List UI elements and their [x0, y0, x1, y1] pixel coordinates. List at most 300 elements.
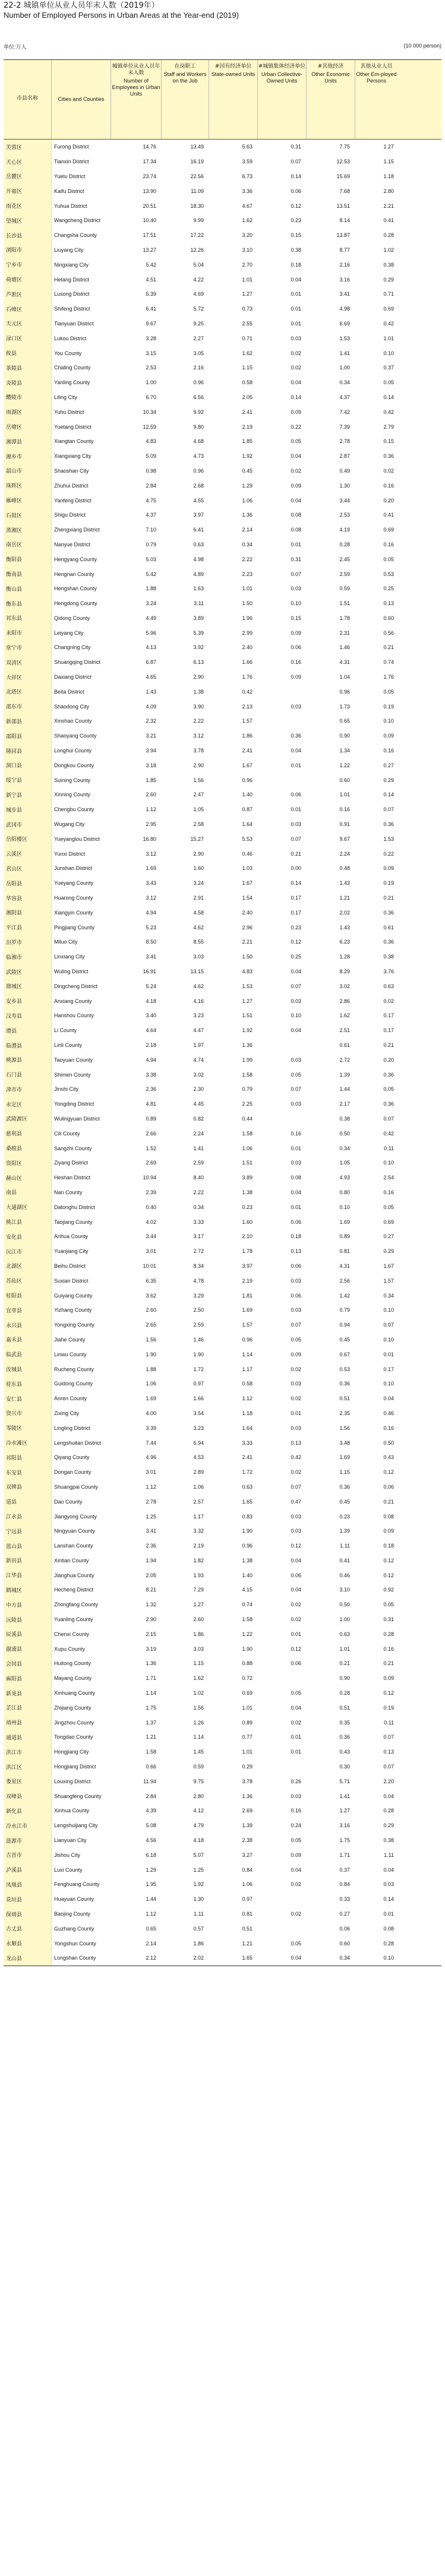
other-economic-value: 2.59 — [339, 571, 350, 577]
other-employed-value: 0.15 — [383, 438, 394, 445]
table-row — [4, 1214, 441, 1229]
collective-value: 0.10 — [291, 600, 301, 607]
state-owned-value: 2.25 — [242, 1101, 253, 1107]
staff-value: 1.63 — [193, 586, 204, 592]
city-name-zh: 溆浦县 — [4, 1641, 51, 1656]
state-owned-value: 2.96 — [242, 924, 253, 931]
table-row — [4, 567, 441, 581]
city-name-en: Huarong County — [51, 891, 111, 906]
city-name-zh: 长沙县 — [4, 228, 51, 243]
other-economic-value: 1.56 — [339, 1425, 350, 1431]
other-economic-value: 12.53 — [336, 159, 350, 165]
table-row — [4, 1391, 441, 1406]
other-economic-value: 1.78 — [339, 615, 350, 621]
city-name-en: Linwu County — [51, 1347, 111, 1362]
city-name-en: Yuhua District — [51, 198, 111, 213]
collective-value: 0.03 — [291, 1277, 301, 1284]
other-employed-value: 0.36 — [383, 909, 394, 916]
other-employed-value: 1.76 — [383, 674, 394, 681]
state-owned-value: 1.86 — [242, 733, 253, 739]
table-row — [4, 1803, 441, 1818]
other-employed-value: 2.80 — [383, 188, 394, 194]
collective-value: 0.07 — [291, 571, 301, 577]
other-employed-value: 0.50 — [383, 1439, 394, 1446]
collective-value: 0.03 — [291, 586, 301, 592]
employees-value: 5.42 — [146, 571, 156, 577]
employees-value: 1.12 — [146, 1911, 156, 1917]
table-row — [4, 404, 441, 419]
unit-label-english: (10 000 person) — [403, 43, 441, 49]
employees-value: 1.69 — [146, 1395, 156, 1402]
collective-value: 0.05 — [291, 1690, 301, 1697]
employees-value: 3.40 — [146, 1012, 156, 1019]
table-row — [4, 1082, 441, 1097]
employees-value: 1.56 — [146, 1336, 156, 1343]
staff-value: 2.59 — [193, 1160, 204, 1166]
staff-value: 1.86 — [193, 1631, 204, 1637]
city-name-zh: 君山区 — [4, 861, 51, 876]
employees-value: 10.94 — [143, 1175, 156, 1181]
staff-value: 22.56 — [190, 173, 204, 179]
collective-value: 0.17 — [291, 895, 301, 901]
employees-value: 10.34 — [143, 409, 156, 415]
table-row — [4, 1465, 441, 1480]
state-owned-value: 0.73 — [242, 306, 253, 312]
table-row — [4, 1170, 441, 1185]
table-row — [4, 1318, 441, 1333]
table-row — [4, 1023, 441, 1038]
staff-value: 3.03 — [193, 954, 204, 960]
collective-value: 0.23 — [291, 217, 301, 224]
other-economic-value: 4.93 — [339, 1175, 350, 1181]
city-name-en: Li County — [51, 1023, 111, 1038]
state-owned-value: 1.58 — [242, 1130, 253, 1137]
staff-value: 4.78 — [193, 1277, 204, 1284]
state-owned-value: 1.01 — [242, 276, 253, 283]
employees-value: 5.03 — [146, 556, 156, 562]
employees-value: 2.84 — [146, 1793, 156, 1799]
staff-value: 3.33 — [193, 1219, 204, 1225]
staff-value: 4.68 — [193, 438, 204, 445]
collective-value: 0.02 — [291, 1366, 301, 1372]
table-row — [4, 1333, 441, 1347]
city-name-en: Jiahe County — [51, 1333, 111, 1347]
city-name-en: Beihu District — [51, 1259, 111, 1274]
state-owned-value: 1.40 — [242, 792, 253, 798]
other-economic-value: 0.46 — [339, 1572, 350, 1578]
collective-value: 0.14 — [291, 880, 301, 887]
employees-value: 7.10 — [146, 527, 156, 533]
other-employed-value: 1.01 — [383, 335, 394, 341]
staff-value: 2.30 — [193, 1086, 204, 1093]
city-name-zh: 中方县 — [4, 1597, 51, 1612]
collective-value: 0.01 — [291, 541, 301, 548]
city-name-zh: 会同县 — [4, 1656, 51, 1671]
table-row — [4, 257, 441, 272]
employees-value: 2.36 — [146, 1543, 156, 1549]
table-row — [4, 1833, 441, 1848]
other-employed-value: 0.18 — [383, 1543, 394, 1549]
other-employed-value: 0.14 — [383, 1896, 394, 1903]
employees-value: 2.36 — [146, 1086, 156, 1093]
employees-value: 3.15 — [146, 350, 156, 356]
city-name-en: Anxiang County — [51, 993, 111, 1008]
collective-value: 0.04 — [291, 1866, 301, 1873]
city-name-en: Guidong County — [51, 1376, 111, 1391]
employees-value: 2.95 — [146, 821, 156, 828]
employees-value: 1.58 — [146, 1749, 156, 1755]
city-name-zh: 安仁县 — [4, 1391, 51, 1406]
table-row — [4, 684, 441, 699]
state-owned-value: 0.51 — [242, 1925, 253, 1932]
city-name-zh: 祁阳县 — [4, 1450, 51, 1465]
city-name-zh: 醴陵市 — [4, 390, 51, 405]
table-row — [4, 1038, 441, 1053]
other-economic-value: 13.51 — [336, 202, 350, 209]
other-economic-value: 0.61 — [339, 1042, 350, 1048]
collective-value: 0.04 — [291, 1027, 301, 1034]
table-row — [4, 523, 441, 537]
other-economic-value: 1.01 — [339, 1645, 350, 1652]
city-name-zh: 临武县 — [4, 1347, 51, 1362]
collective-value: 0.06 — [291, 188, 301, 194]
other-employed-value: 0.14 — [383, 792, 394, 798]
city-name-en: Xinhua County — [51, 1803, 111, 1818]
other-employed-value: 1.27 — [383, 144, 394, 150]
city-name-en: Suining County — [51, 773, 111, 787]
state-owned-value: 0.42 — [242, 688, 253, 695]
state-owned-value: 1.64 — [242, 821, 253, 828]
city-name-zh: 永兴县 — [4, 1318, 51, 1333]
employees-value: 6.18 — [146, 1852, 156, 1858]
other-employed-value: 2.20 — [383, 1778, 394, 1784]
city-name-en: Tianyuan District — [51, 317, 111, 331]
table-row — [4, 1112, 441, 1126]
other-economic-value: 0.90 — [339, 1675, 350, 1682]
other-economic-value: 0.81 — [339, 1248, 350, 1255]
other-economic-value: 1.27 — [339, 1808, 350, 1814]
employees-value: 1.44 — [146, 1896, 156, 1903]
table-row — [4, 272, 441, 287]
table-row — [4, 419, 441, 434]
table-row — [4, 1862, 441, 1877]
city-name-en: Leiyang City — [51, 625, 111, 640]
other-economic-value: 0.94 — [339, 1322, 350, 1328]
employees-value: 1.29 — [146, 1866, 156, 1873]
staff-value: 1.38 — [193, 688, 204, 695]
table-row — [4, 1200, 441, 1214]
table-row — [4, 596, 441, 611]
table-row — [4, 581, 441, 596]
city-name-zh: 江华县 — [4, 1568, 51, 1583]
other-employed-value: 3.76 — [383, 969, 394, 975]
city-name-en: Louxing District — [51, 1774, 111, 1789]
city-name-en: Liuyang City — [51, 243, 111, 258]
state-owned-value: 1.69 — [242, 1307, 253, 1314]
city-name-zh: 新晃县 — [4, 1686, 51, 1701]
collective-value: 0.03 — [291, 1160, 301, 1166]
other-economic-value: 1.73 — [339, 703, 350, 710]
staff-value: 6.41 — [193, 527, 204, 533]
state-owned-value: 1.27 — [242, 998, 253, 1004]
other-employed-value: 0.42 — [383, 320, 394, 327]
table-row — [4, 1568, 441, 1583]
city-name-zh: 桂阳县 — [4, 1288, 51, 1303]
employees-value: 3.19 — [146, 1645, 156, 1652]
employees-value: 3.28 — [146, 335, 156, 341]
city-name-zh: 津市市 — [4, 1082, 51, 1097]
city-name-en: Wuling District — [51, 964, 111, 979]
table-row — [4, 331, 441, 346]
collective-value: 0.04 — [291, 497, 301, 504]
state-owned-value: 1.54 — [242, 895, 253, 901]
staff-value: 1.15 — [193, 1660, 204, 1667]
city-name-zh: 桃江县 — [4, 1214, 51, 1229]
other-economic-value: 2.87 — [339, 453, 350, 460]
staff-value: 1.92 — [193, 1881, 204, 1888]
other-economic-value: 2.72 — [339, 1056, 350, 1063]
table-row — [4, 1583, 441, 1597]
table-row — [4, 1730, 441, 1745]
collective-value: 0.03 — [291, 1425, 301, 1431]
collective-value: 0.09 — [291, 1351, 301, 1357]
other-employed-value: 0.07 — [383, 806, 394, 813]
staff-value: 2.22 — [193, 1189, 204, 1195]
collective-value: 0.01 — [291, 1410, 301, 1416]
staff-value: 3.54 — [193, 1410, 204, 1416]
employees-value: 6.70 — [146, 394, 156, 400]
table-row — [4, 670, 441, 685]
city-name-en: You County — [51, 346, 111, 360]
city-name-zh: 湘潭县 — [4, 434, 51, 449]
staff-value: 0.57 — [193, 1925, 204, 1932]
staff-value: 4.22 — [193, 276, 204, 283]
other-economic-value: 0.60 — [339, 777, 350, 783]
other-employed-value: 0.17 — [383, 1012, 394, 1019]
collective-value: 0.08 — [291, 527, 301, 533]
collective-value: 0.03 — [291, 703, 301, 710]
other-employed-value: 2.79 — [383, 423, 394, 430]
state-owned-value: 2.40 — [242, 644, 253, 651]
staff-value: 3.90 — [193, 703, 204, 710]
other-economic-value: 0.28 — [339, 1690, 350, 1697]
staff-value: 2.72 — [193, 1248, 204, 1255]
staff-value: 1.17 — [193, 1513, 204, 1520]
collective-value: 0.02 — [291, 1616, 301, 1623]
employees-value: 6.35 — [146, 1277, 156, 1284]
state-owned-value: 1.01 — [242, 1704, 253, 1711]
other-economic-value: 2.31 — [339, 629, 350, 636]
other-employed-value: 0.37 — [383, 365, 394, 371]
city-name-en: Yanling County — [51, 375, 111, 390]
employees-value: 10.01 — [143, 1262, 156, 1269]
staff-value: 4.55 — [193, 497, 204, 504]
collective-value: 0.14 — [291, 173, 301, 179]
staff-value: 2.68 — [193, 482, 204, 489]
collective-value: 0.04 — [291, 276, 301, 283]
other-employed-value: 2.21 — [383, 202, 394, 209]
city-name-en: Jingzhou County — [51, 1715, 111, 1730]
collective-value: 0.06 — [291, 1572, 301, 1578]
other-economic-value: 1.41 — [339, 350, 350, 356]
city-name-en: Liling City — [51, 390, 111, 405]
staff-value: 3.97 — [193, 512, 204, 518]
employees-value: 23.74 — [143, 173, 156, 179]
other-employed-value: 0.28 — [383, 1940, 394, 1947]
other-economic-value: 1.42 — [339, 1292, 350, 1299]
collective-value: 0.03 — [291, 1307, 301, 1314]
other-economic-value: 2.53 — [339, 512, 350, 518]
collective-value: 0.06 — [291, 1219, 301, 1225]
collective-value: 0.02 — [291, 1881, 301, 1888]
other-employed-value: 0.07 — [383, 1322, 394, 1328]
city-name-en: Xinshao County — [51, 714, 111, 729]
collective-value: 0.05 — [291, 1071, 301, 1078]
table-row — [4, 1626, 441, 1641]
city-name-zh: 赫山区 — [4, 1170, 51, 1185]
table-row — [4, 213, 441, 228]
staff-value: 2.24 — [193, 1130, 204, 1137]
other-employed-value: 0.34 — [383, 1292, 394, 1299]
employees-value: 3.21 — [146, 733, 156, 739]
employees-value: 3.18 — [146, 762, 156, 768]
city-name-zh: 云溪区 — [4, 846, 51, 861]
collective-value: 0.16 — [291, 1130, 301, 1137]
city-name-zh: 永顺县 — [4, 1936, 51, 1951]
state-owned-value: 1.58 — [242, 1071, 253, 1078]
other-employed-value: 0.53 — [383, 571, 394, 577]
header-collective: #城镇集体经济单位 Urban Collective-Owned Units — [257, 60, 306, 139]
collective-value: 0.09 — [291, 482, 301, 489]
city-name-en: Shuangqing District — [51, 655, 111, 670]
staff-value: 3.02 — [193, 1071, 204, 1078]
table-row — [4, 831, 441, 846]
city-name-zh: 冷水江市 — [4, 1818, 51, 1833]
other-economic-value: 1.30 — [339, 482, 350, 489]
state-owned-value: 0.29 — [242, 1764, 253, 1770]
city-name-zh: 雁峰区 — [4, 493, 51, 508]
other-employed-value: 0.31 — [383, 1616, 394, 1623]
table-row — [4, 1141, 441, 1156]
other-employed-value: 1.53 — [383, 836, 394, 842]
staff-value: 2.02 — [193, 1955, 204, 1961]
employees-value: 13.27 — [143, 246, 156, 253]
state-owned-value: 1.06 — [242, 1145, 253, 1151]
table-row — [4, 1789, 441, 1803]
state-owned-value: 2.41 — [242, 1454, 253, 1461]
other-economic-value: 0.60 — [339, 1940, 350, 1947]
employees-value: 4.39 — [146, 1808, 156, 1814]
state-owned-value: 2.22 — [242, 556, 253, 562]
other-employed-value: 0.07 — [383, 1734, 394, 1740]
city-name-zh: 双峰县 — [4, 1789, 51, 1803]
city-name-zh: 雨花区 — [4, 198, 51, 213]
other-economic-value: 1.75 — [339, 1837, 350, 1844]
city-name-zh: 耒阳市 — [4, 625, 51, 640]
city-name-zh: 桃源县 — [4, 1052, 51, 1067]
table-row — [4, 360, 441, 375]
staff-value: 3.24 — [193, 880, 204, 887]
table-row — [4, 714, 441, 729]
staff-value: 3.29 — [193, 1292, 204, 1299]
other-economic-value: 0.23 — [339, 1513, 350, 1520]
city-name-zh: 安乡县 — [4, 993, 51, 1008]
collective-value: 0.01 — [291, 1145, 301, 1151]
staff-value: 1.97 — [193, 1042, 204, 1048]
other-economic-value: 0.80 — [339, 1189, 350, 1195]
other-economic-value: 8.14 — [339, 217, 350, 224]
employees-value: 2.12 — [146, 1955, 156, 1961]
staff-value: 16.19 — [190, 159, 204, 165]
other-employed-value: 0.10 — [383, 350, 394, 356]
other-employed-value: 0.28 — [383, 1808, 394, 1814]
collective-value: 0.06 — [291, 1660, 301, 1667]
staff-value: 1.82 — [193, 1557, 204, 1564]
state-owned-value: 1.67 — [242, 880, 253, 887]
state-owned-value: 3.20 — [242, 232, 253, 239]
city-name-en: Tongdao County — [51, 1730, 111, 1745]
city-name-en: Anren County — [51, 1391, 111, 1406]
staff-value: 2.59 — [193, 1322, 204, 1328]
city-name-zh: 汉寿县 — [4, 1008, 51, 1023]
other-economic-value: 0.89 — [339, 1233, 350, 1240]
state-owned-value: 1.62 — [242, 217, 253, 224]
city-name-zh: 衡山县 — [4, 581, 51, 596]
city-name-en: Wangcheng District — [51, 213, 111, 228]
city-name-en: Dingcheng District — [51, 979, 111, 993]
city-name-en: Dongkou County — [51, 758, 111, 773]
other-economic-value: 0.34 — [339, 379, 350, 386]
city-name-zh: 保靖县 — [4, 1907, 51, 1922]
city-name-zh: 沅江市 — [4, 1244, 51, 1259]
table-row — [4, 1686, 441, 1701]
employees-value: 3.38 — [146, 1071, 156, 1078]
employees-value: 5.39 — [146, 291, 156, 298]
employees-value: 16.80 — [143, 836, 156, 842]
employees-value: 4.65 — [146, 674, 156, 681]
table-row — [4, 729, 441, 743]
other-economic-value: 0.79 — [339, 1307, 350, 1314]
other-economic-value: 0.63 — [339, 1631, 350, 1637]
other-employed-value: 0.17 — [383, 1366, 394, 1372]
city-name-en: Hengdong County — [51, 596, 111, 611]
staff-value: 2.80 — [193, 1793, 204, 1799]
city-name-en: Longshan County — [51, 1951, 111, 1966]
employees-value: 1.90 — [146, 1351, 156, 1357]
employees-value: 0.66 — [146, 1764, 156, 1770]
table-row — [4, 464, 441, 479]
employees-value: 17.51 — [143, 232, 156, 239]
collective-value: 0.05 — [291, 438, 301, 445]
table-row — [4, 935, 441, 950]
employees-value: 0.89 — [146, 1115, 156, 1122]
employees-value: 2.66 — [146, 1130, 156, 1137]
table-row — [4, 1745, 441, 1759]
table-row — [4, 1052, 441, 1067]
other-economic-value: 1.71 — [339, 1852, 350, 1858]
table-row — [4, 1376, 441, 1391]
staff-value: 2.19 — [193, 1543, 204, 1549]
collective-value: 0.25 — [291, 954, 301, 960]
table-row — [4, 390, 441, 405]
table-row — [4, 1818, 441, 1833]
city-name-zh: 资阳区 — [4, 1156, 51, 1170]
employees-value: 3.41 — [146, 1528, 156, 1534]
staff-value: 0.97 — [193, 1381, 204, 1387]
city-name-en: Cili County — [51, 1126, 111, 1141]
other-economic-value: 0.51 — [339, 1395, 350, 1402]
staff-value: 1.30 — [193, 1896, 204, 1903]
